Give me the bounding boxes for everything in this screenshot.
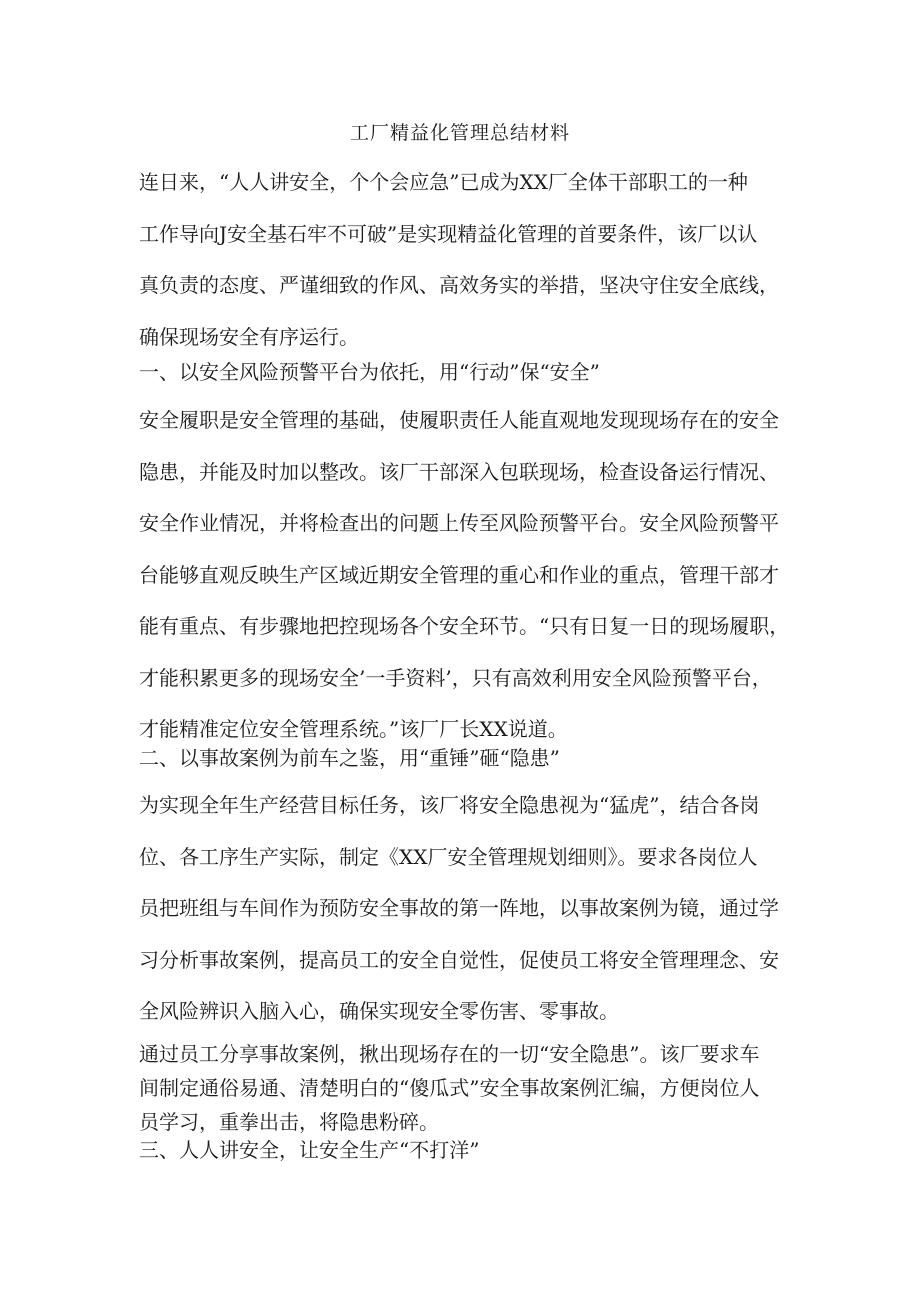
section-2-line: 位、各工序生产实际，制定《XX厂安全管理规划细则》。要求各岗位人 — [139, 844, 758, 869]
section-1-line: 才能积累更多的现场安全’一手资料’，只有高效利用安全风险预警平台， — [139, 665, 772, 690]
section-1-line: 安全履职是安全管理的基础，使履职责任人能直观地发现现场存在的安全 — [139, 408, 779, 432]
section-3-heading: 三、人人讲安全，让安全生产“不打洋” — [139, 1138, 480, 1162]
section-2-line: 员把班组与车间作为预防安全事故的第一阵地，以事故案例为镜，通过学 — [139, 896, 779, 920]
section-1-heading: 一、以安全风险预警平台为依托，用“行动”保“安全” — [139, 360, 600, 384]
section-1-line: 能有重点、有步骤地把控现场各个安全环节。“只有日复一日的现场履职， — [139, 614, 790, 638]
section-2-line: 习分析事故案例，提高员工的安全自觉性，促使员工将安全管理理念、安 — [139, 947, 779, 972]
section-1-line: 才能精准定位安全管理系统。”该厂厂长XX说道。 — [139, 717, 568, 741]
document-title: 工厂精益化管理总结材料 — [349, 122, 570, 144]
section-2-line: 为实现全年生产经营目标任务，该厂将安全隐患视为“猛虎”，结合各岗 — [139, 793, 760, 817]
section-1-line: 隐患，并能及时加以整改。该厂干部深入包联现场，检查设备运行情况、 — [139, 459, 779, 484]
section-2-paragraph — [139, 780, 799, 1038]
intro-line: 确保现场安全有序运行。 — [139, 324, 359, 349]
intro-line: 真负责的态度、严谨细致的作风、高效务实的举措，坚决守住安全底线， — [139, 273, 779, 297]
section-1-line: 台能够直观反映生产区域近期安全管理的重心和作业的重点，管理干部才 — [139, 562, 779, 587]
section-1-paragraph — [139, 395, 799, 756]
section-2-heading: 二、以事故案例为前车之鉴，用“重锤”砸“隐患” — [139, 746, 560, 770]
section-2-p2-line: 间制定通俗易通、清楚明白的“傻瓜式”安全事故案例汇编，方便岗位人 — [139, 1076, 760, 1100]
section-2-line: 全风险辨识入脑入心，确保实现安全零伤害、零事故。 — [139, 999, 619, 1023]
section-2-paragraph-2 — [139, 1037, 799, 1139]
intro-line: 连日来，“人人讲安全，个个会应急”已成为XX厂全体干部职工的一种 — [139, 170, 748, 194]
section-2-p2-line: 员学习，重拳出击，将隐患粉碎。 — [139, 1110, 439, 1134]
intro-paragraph — [139, 157, 799, 363]
section-2-p2-line: 通过员工分享事故案例，揪出现场存在的一切“安全隐患”。该厂要求车 — [139, 1042, 760, 1066]
intro-line: 工作导向J安全基石牢不可破”是实现精益化管理的首要条件，该厂以认 — [139, 221, 758, 246]
section-1-line: 安全作业情况，并将检查出的问题上传至风险预警平台。安全风险预警平 — [139, 511, 779, 535]
